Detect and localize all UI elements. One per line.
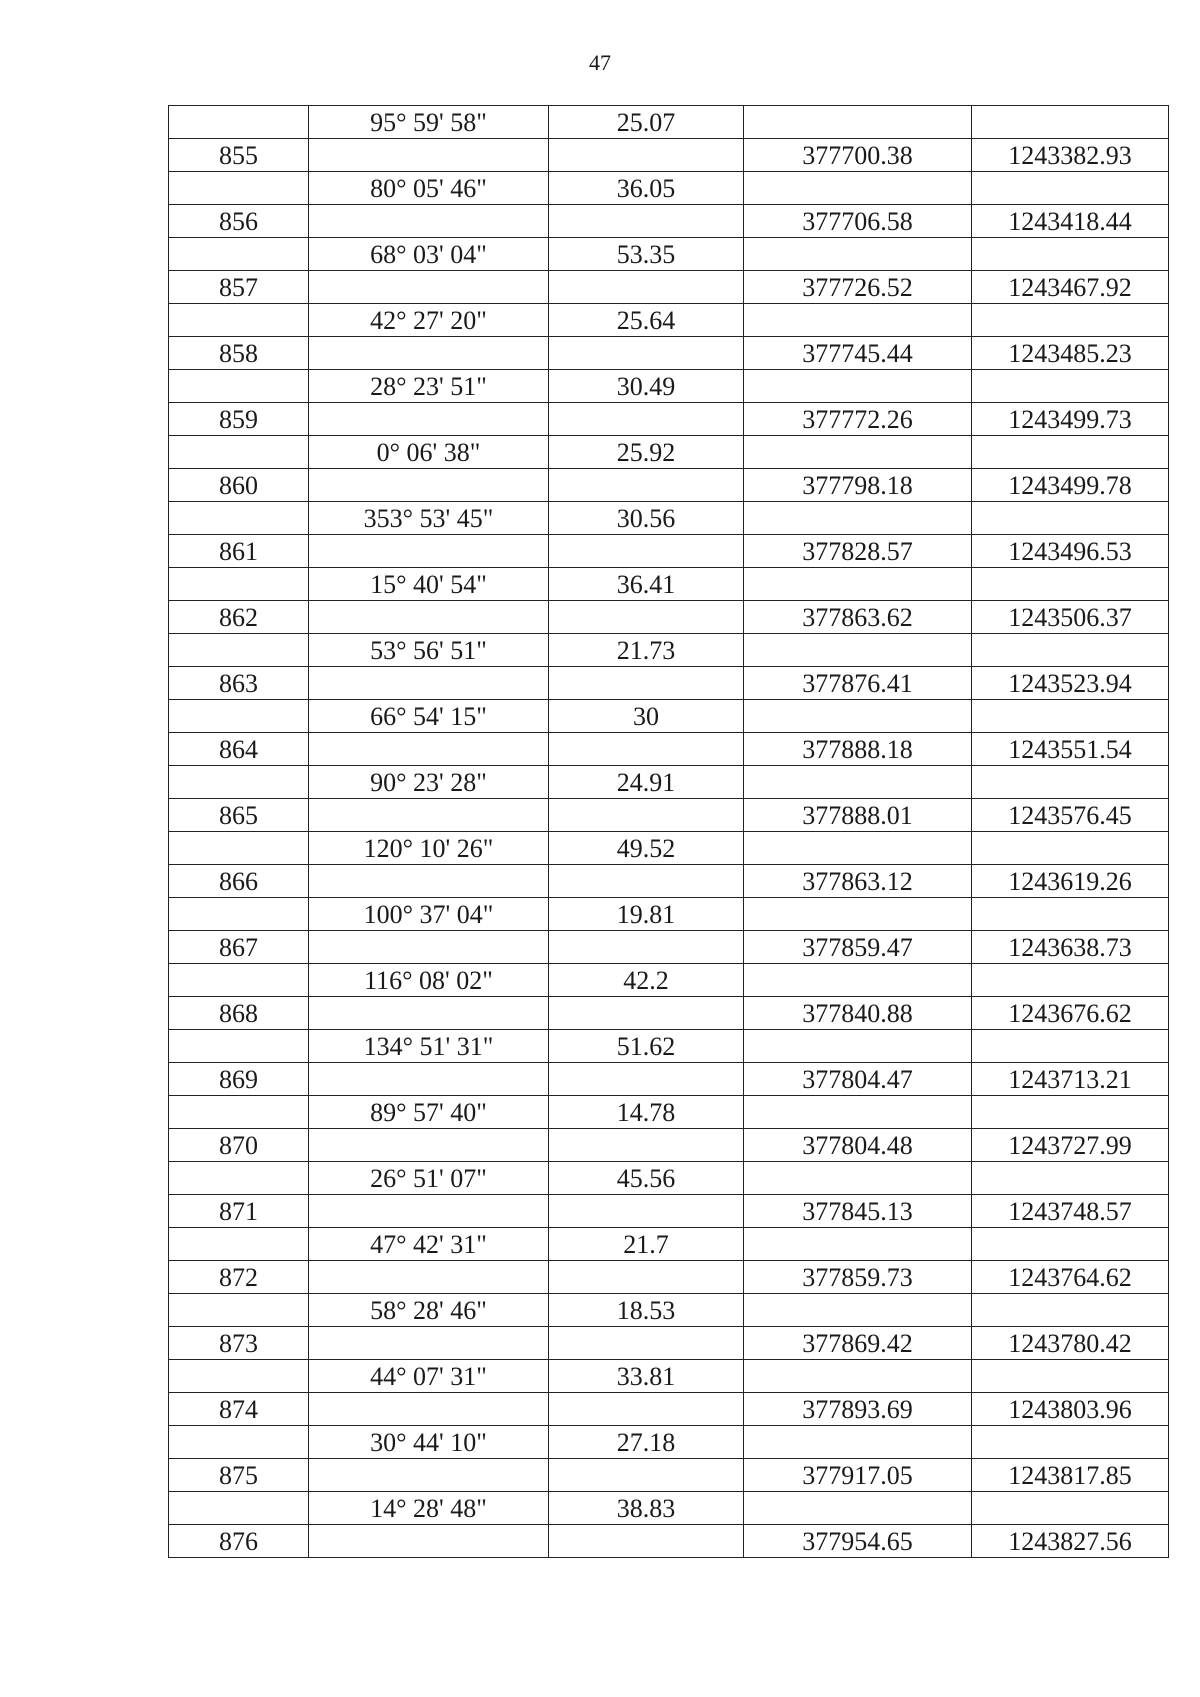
station-cell [169,502,309,535]
northing-cell [972,1030,1169,1063]
bearing-cell [309,667,549,700]
station-cell: 867 [169,931,309,964]
distance-cell: 45.56 [549,1162,744,1195]
table-row-leg [169,898,1169,931]
northing-cell [972,304,1169,337]
easting-cell: 377845.13 [744,1195,972,1228]
table-row-leg [169,1360,1169,1393]
distance-cell [549,601,744,634]
northing-cell [972,370,1169,403]
distance-cell: 42.2 [549,964,744,997]
table-row-point [169,601,1169,634]
station-cell [169,568,309,601]
table-row-point [169,1261,1169,1294]
northing-cell: 1243551.54 [972,733,1169,766]
northing-cell [972,1162,1169,1195]
easting-cell [744,964,972,997]
station-cell [169,700,309,733]
distance-cell [549,337,744,370]
table-row-leg [169,700,1169,733]
distance-cell [549,1393,744,1426]
bearing-cell [309,601,549,634]
bearing-cell: 58° 28' 46" [309,1294,549,1327]
distance-cell [549,1525,744,1558]
table-row-point [169,337,1169,370]
bearing-cell: 353° 53' 45" [309,502,549,535]
northing-cell: 1243576.45 [972,799,1169,832]
northing-cell: 1243467.92 [972,271,1169,304]
easting-cell: 377954.65 [744,1525,972,1558]
easting-cell [744,304,972,337]
station-cell [169,304,309,337]
northing-cell [972,172,1169,205]
distance-cell [549,403,744,436]
table-row-leg [169,832,1169,865]
station-cell [169,370,309,403]
page-number: 47 [589,50,611,75]
easting-cell: 377859.73 [744,1261,972,1294]
distance-cell [549,997,744,1030]
station-cell: 874 [169,1393,309,1426]
easting-cell [744,1294,972,1327]
northing-cell: 1243817.85 [972,1459,1169,1492]
distance-cell: 30.49 [549,370,744,403]
bearing-cell: 26° 51' 07" [309,1162,549,1195]
bearing-cell [309,469,549,502]
station-cell [169,1162,309,1195]
northing-cell [972,106,1169,139]
station-cell: 863 [169,667,309,700]
station-cell [169,106,309,139]
northing-cell [972,568,1169,601]
northing-cell [972,700,1169,733]
station-cell: 858 [169,337,309,370]
bearing-cell [309,139,549,172]
easting-cell: 377706.58 [744,205,972,238]
northing-cell [972,238,1169,271]
table-row-point [169,667,1169,700]
bearing-cell: 30° 44' 10" [309,1426,549,1459]
table-row-leg [169,106,1169,139]
distance-cell: 27.18 [549,1426,744,1459]
northing-cell [972,1096,1169,1129]
table-row-point [169,1525,1169,1558]
easting-cell [744,700,972,733]
distance-cell [549,667,744,700]
easting-cell: 377888.01 [744,799,972,832]
northing-cell: 1243727.99 [972,1129,1169,1162]
northing-cell [972,898,1169,931]
northing-cell: 1243676.62 [972,997,1169,1030]
bearing-cell [309,1063,549,1096]
distance-cell [549,1327,744,1360]
easting-cell [744,1162,972,1195]
northing-cell: 1243382.93 [972,139,1169,172]
distance-cell [549,799,744,832]
easting-cell [744,370,972,403]
station-cell [169,1492,309,1525]
table-row-leg [169,1030,1169,1063]
easting-cell [744,172,972,205]
distance-cell: 25.92 [549,436,744,469]
distance-cell: 24.91 [549,766,744,799]
survey-table-container [168,105,1168,1558]
table-row-point [169,205,1169,238]
northing-cell: 1243496.53 [972,535,1169,568]
station-cell [169,1228,309,1261]
station-cell [169,1426,309,1459]
northing-cell [972,634,1169,667]
table-row-leg [169,1426,1169,1459]
bearing-cell [309,1195,549,1228]
northing-cell: 1243523.94 [972,667,1169,700]
easting-cell: 377726.52 [744,271,972,304]
bearing-cell: 15° 40' 54" [309,568,549,601]
station-cell: 875 [169,1459,309,1492]
station-cell [169,964,309,997]
easting-cell [744,502,972,535]
distance-cell: 30.56 [549,502,744,535]
northing-cell: 1243485.23 [972,337,1169,370]
table-row-leg [169,1228,1169,1261]
northing-cell [972,1360,1169,1393]
station-cell [169,172,309,205]
distance-cell: 21.7 [549,1228,744,1261]
table-row-point [169,733,1169,766]
northing-cell: 1243780.42 [972,1327,1169,1360]
northing-cell: 1243506.37 [972,601,1169,634]
table-row-point [169,271,1169,304]
easting-cell: 377917.05 [744,1459,972,1492]
distance-cell: 21.73 [549,634,744,667]
table-row-leg [169,1096,1169,1129]
distance-cell: 18.53 [549,1294,744,1327]
bearing-cell [309,1525,549,1558]
table-row-leg [169,238,1169,271]
table-row-leg [169,1294,1169,1327]
bearing-cell [309,403,549,436]
distance-cell [549,1063,744,1096]
bearing-cell: 134° 51' 31" [309,1030,549,1063]
table-row-point [169,403,1169,436]
distance-cell: 51.62 [549,1030,744,1063]
bearing-cell: 53° 56' 51" [309,634,549,667]
bearing-cell [309,1129,549,1162]
distance-cell: 53.35 [549,238,744,271]
station-cell: 871 [169,1195,309,1228]
bearing-cell [309,1261,549,1294]
table-row-point [169,1327,1169,1360]
bearing-cell [309,997,549,1030]
easting-cell: 377863.62 [744,601,972,634]
bearing-cell: 42° 27' 20" [309,304,549,337]
distance-cell [549,205,744,238]
distance-cell: 25.07 [549,106,744,139]
table-row-point [169,469,1169,502]
northing-cell: 1243803.96 [972,1393,1169,1426]
easting-cell [744,106,972,139]
bearing-cell: 80° 05' 46" [309,172,549,205]
easting-cell: 377828.57 [744,535,972,568]
distance-cell [549,1129,744,1162]
distance-cell: 49.52 [549,832,744,865]
table-row-point [169,799,1169,832]
bearing-cell [309,799,549,832]
table-row-point [169,1063,1169,1096]
table-row-point [169,931,1169,964]
table-row-point [169,1129,1169,1162]
station-cell [169,1360,309,1393]
bearing-cell: 95° 59' 58" [309,106,549,139]
bearing-cell: 44° 07' 31" [309,1360,549,1393]
northing-cell [972,1426,1169,1459]
table-row-leg [169,568,1169,601]
northing-cell [972,502,1169,535]
easting-cell [744,766,972,799]
easting-cell [744,1096,972,1129]
station-cell [169,1030,309,1063]
distance-cell: 38.83 [549,1492,744,1525]
easting-cell: 377893.69 [744,1393,972,1426]
station-cell: 862 [169,601,309,634]
easting-cell: 377700.38 [744,139,972,172]
station-cell: 855 [169,139,309,172]
table-row-leg [169,964,1169,997]
station-cell: 866 [169,865,309,898]
easting-cell [744,1492,972,1525]
station-cell: 856 [169,205,309,238]
easting-cell [744,832,972,865]
distance-cell [549,1459,744,1492]
station-cell: 865 [169,799,309,832]
easting-cell [744,436,972,469]
easting-cell: 377859.47 [744,931,972,964]
easting-cell: 377798.18 [744,469,972,502]
distance-cell: 36.05 [549,172,744,205]
easting-cell [744,1360,972,1393]
northing-cell: 1243638.73 [972,931,1169,964]
survey-table-body [169,106,1169,1558]
distance-cell [549,469,744,502]
station-cell [169,1294,309,1327]
distance-cell: 30 [549,700,744,733]
bearing-cell [309,931,549,964]
station-cell: 857 [169,271,309,304]
bearing-cell [309,271,549,304]
northing-cell: 1243418.44 [972,205,1169,238]
distance-cell: 19.81 [549,898,744,931]
table-row-leg [169,634,1169,667]
easting-cell [744,568,972,601]
table-row-point [169,1195,1169,1228]
bearing-cell: 100° 37' 04" [309,898,549,931]
easting-cell [744,1030,972,1063]
table-row-leg [169,436,1169,469]
station-cell: 859 [169,403,309,436]
northing-cell [972,1294,1169,1327]
northing-cell [972,1228,1169,1261]
station-cell [169,436,309,469]
bearing-cell: 90° 23' 28" [309,766,549,799]
distance-cell [549,865,744,898]
bearing-cell [309,1327,549,1360]
bearing-cell: 68° 03' 04" [309,238,549,271]
distance-cell [549,1195,744,1228]
table-row-leg [169,172,1169,205]
distance-cell [549,139,744,172]
table-row-leg [169,502,1169,535]
northing-cell [972,832,1169,865]
bearing-cell [309,733,549,766]
northing-cell: 1243748.57 [972,1195,1169,1228]
distance-cell [549,733,744,766]
northing-cell: 1243827.56 [972,1525,1169,1558]
bearing-cell: 28° 23' 51" [309,370,549,403]
station-cell: 869 [169,1063,309,1096]
bearing-cell [309,1459,549,1492]
station-cell: 868 [169,997,309,1030]
table-row-leg [169,766,1169,799]
bearing-cell: 66° 54' 15" [309,700,549,733]
bearing-cell: 14° 28' 48" [309,1492,549,1525]
distance-cell: 14.78 [549,1096,744,1129]
bearing-cell [309,535,549,568]
distance-cell [549,271,744,304]
northing-cell [972,964,1169,997]
distance-cell: 36.41 [549,568,744,601]
table-row-point [169,139,1169,172]
distance-cell: 33.81 [549,1360,744,1393]
bearing-cell [309,205,549,238]
table-row-point [169,1393,1169,1426]
station-cell [169,238,309,271]
table-row-leg [169,1162,1169,1195]
table-row-leg [169,1492,1169,1525]
easting-cell: 377804.47 [744,1063,972,1096]
easting-cell: 377888.18 [744,733,972,766]
table-row-point [169,535,1169,568]
station-cell: 873 [169,1327,309,1360]
easting-cell [744,1426,972,1459]
table-row-point [169,865,1169,898]
easting-cell: 377869.42 [744,1327,972,1360]
bearing-cell: 89° 57' 40" [309,1096,549,1129]
station-cell: 870 [169,1129,309,1162]
bearing-cell [309,1393,549,1426]
table-row-leg [169,370,1169,403]
distance-cell: 25.64 [549,304,744,337]
station-cell [169,832,309,865]
easting-cell: 377840.88 [744,997,972,1030]
table-row-point [169,1459,1169,1492]
bearing-cell [309,337,549,370]
station-cell: 876 [169,1525,309,1558]
bearing-cell: 120° 10' 26" [309,832,549,865]
easting-cell [744,1228,972,1261]
bearing-cell: 47° 42' 31" [309,1228,549,1261]
distance-cell [549,1261,744,1294]
station-cell [169,1096,309,1129]
station-cell: 861 [169,535,309,568]
bearing-cell: 116° 08' 02" [309,964,549,997]
northing-cell [972,436,1169,469]
northing-cell [972,1492,1169,1525]
survey-table [168,105,1169,1558]
table-row-leg [169,304,1169,337]
distance-cell [549,931,744,964]
northing-cell: 1243713.21 [972,1063,1169,1096]
northing-cell: 1243619.26 [972,865,1169,898]
northing-cell: 1243764.62 [972,1261,1169,1294]
northing-cell [972,766,1169,799]
bearing-cell: 0° 06' 38" [309,436,549,469]
station-cell: 864 [169,733,309,766]
distance-cell [549,535,744,568]
station-cell [169,898,309,931]
bearing-cell [309,865,549,898]
station-cell: 860 [169,469,309,502]
easting-cell: 377745.44 [744,337,972,370]
easting-cell: 377876.41 [744,667,972,700]
station-cell [169,766,309,799]
northing-cell: 1243499.78 [972,469,1169,502]
easting-cell: 377804.48 [744,1129,972,1162]
easting-cell [744,634,972,667]
easting-cell [744,898,972,931]
easting-cell: 377863.12 [744,865,972,898]
northing-cell: 1243499.73 [972,403,1169,436]
station-cell [169,634,309,667]
station-cell: 872 [169,1261,309,1294]
easting-cell: 377772.26 [744,403,972,436]
easting-cell [744,238,972,271]
table-row-point [169,997,1169,1030]
